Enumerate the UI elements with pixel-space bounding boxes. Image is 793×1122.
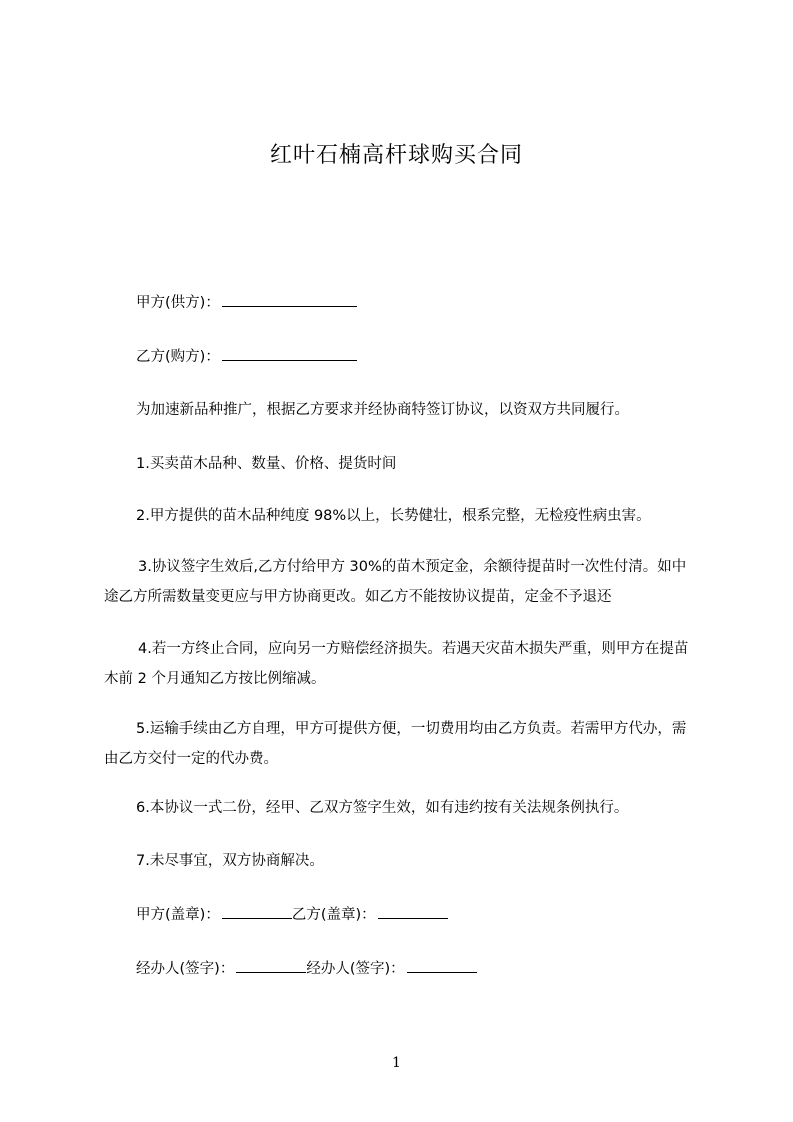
agent-b-label: 经办人(签字)： bbox=[306, 961, 405, 977]
seal-b-blank[interactable] bbox=[378, 904, 448, 919]
party-b-line bbox=[136, 346, 357, 367]
seal-b-label: 乙方(盖章)： bbox=[291, 907, 376, 923]
clause-4: 4.若一方终止合同，应向另一方赔偿经济损失。若遇天灾苗木损失严重，则甲方在提苗木前 2 个月通知乙方按比例缩减。 bbox=[104, 641, 689, 687]
party-a-blank[interactable] bbox=[222, 292, 357, 307]
party-a-label: 甲方(供方)： bbox=[136, 295, 220, 311]
seal-line bbox=[136, 904, 448, 925]
page-number: 1 bbox=[392, 1055, 401, 1071]
intro-paragraph: 为加速新品种推广，根据乙方要求并经协商特签订协议，以资双方共同履行。 bbox=[136, 402, 629, 418]
clause-2: 2.甲方提供的苗木品种纯度 98%以上，长势健壮，根系完整，无检疫性病虫害。 bbox=[136, 508, 651, 524]
clause-3: 3.协议签字生效后,乙方付给甲方 30%的苗木预定金，余额待提苗时一次性付清。如中途乙方所需数量变更应与甲方协商更改。如乙方不能按协议提苗，定金不予退还 bbox=[104, 559, 687, 605]
seal-a-label: 甲方(盖章)： bbox=[136, 907, 220, 923]
clause-1: 1.买卖苗木品种、数量、价格、提货时间 bbox=[136, 456, 397, 472]
party-a-line bbox=[136, 292, 357, 313]
agent-line bbox=[136, 958, 477, 979]
agent-a-blank[interactable] bbox=[236, 958, 306, 973]
agent-b-blank[interactable] bbox=[407, 958, 477, 973]
agent-a-label: 经办人(签字)： bbox=[136, 961, 235, 977]
party-b-label: 乙方(购方)： bbox=[136, 349, 220, 365]
clause-7: 7.未尽事宜，双方协商解决。 bbox=[136, 853, 324, 869]
party-b-blank[interactable] bbox=[222, 346, 357, 361]
clause-6: 6.本协议一式二份，经甲、乙双方签字生效，如有违约按有关法规条例执行。 bbox=[136, 800, 629, 816]
seal-a-blank[interactable] bbox=[222, 904, 292, 919]
clause-5: 5.运输手续由乙方自理，甲方可提供方便，一切费用均由乙方负责。若需甲方代办，需由乙方交付一定的代办费。 bbox=[104, 721, 687, 767]
document-title: 红叶石楠高杆球购买合同 bbox=[269, 143, 523, 168]
